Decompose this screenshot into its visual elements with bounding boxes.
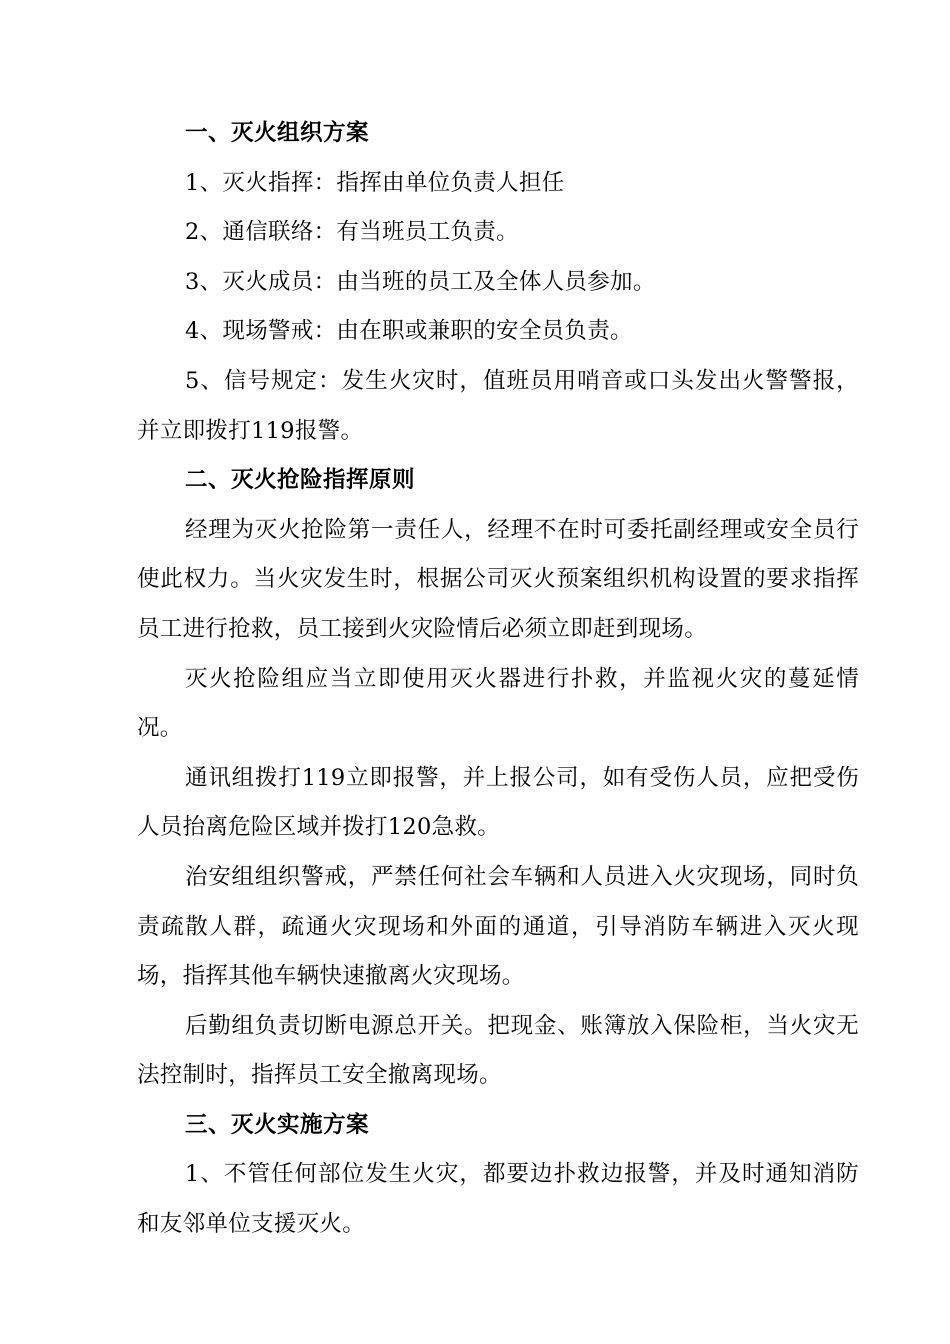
paragraph-rescue-team: 灭火抢险组应当立即使用灭火器进行扑救，并监视火灾的蔓延情况。: [137, 665, 859, 742]
paragraph-site-guard: 4、现场警戒：由在职或兼职的安全员负责。: [185, 318, 633, 345]
paragraph-implementation-1: 1、不管任何部位发生火灾，都要边扑救边报警，并及时通知消防和友邻单位支援灭火。: [137, 1161, 859, 1238]
paragraph-fire-command: 1、灭火指挥：指挥由单位负责人担任: [185, 169, 565, 196]
section-heading-1: 一、灭火组织方案: [185, 120, 370, 146]
paragraph-manager-responsibility: 经理为灭火抢险第一责任人，经理不在时可委托副经理或安全员行使此权力。当火灾发生时，根据公司灭火预案组织机构设置的要求指挥员工进行抢救，员工接到火灾险情后必须立即赶到现场。: [137, 516, 859, 642]
paragraph-signal-rules: 5、信号规定：发生火灾时，值班员用哨音或口头发出火警警报，并立即拨打119报警。: [137, 367, 859, 444]
paragraph-logistics-team: 后勤组负责切断电源总开关。把现金、账簿放入保险柜，当火灾无法控制时，指挥员工安全撤离现场。: [137, 1012, 859, 1089]
document-page: [137, 109, 859, 1250]
section-heading-2: 二、灭火抢险指挥原则: [185, 467, 416, 494]
paragraph-communication: 2、通信联络：有当班员工负责。: [185, 219, 519, 246]
paragraph-communication-team: 通讯组拨打119立即报警，并上报公司，如有受伤人员，应把受伤人员抬离危险区域并拨打120急救。: [137, 764, 859, 841]
section-heading-3: 三、灭火实施方案: [185, 1111, 370, 1138]
paragraph-security-team: 治安组组织警戒，严禁任何社会车辆和人员进入火灾现场，同时负责疏散人群，疏通火灾现场和外面的通道，引导消防车辆进入灭火现场，指挥其他车辆快速撤离火灾现场。: [137, 863, 859, 990]
paragraph-fire-members: 3、灭火成员：由当班的员工及全体人员参加。: [185, 268, 656, 295]
